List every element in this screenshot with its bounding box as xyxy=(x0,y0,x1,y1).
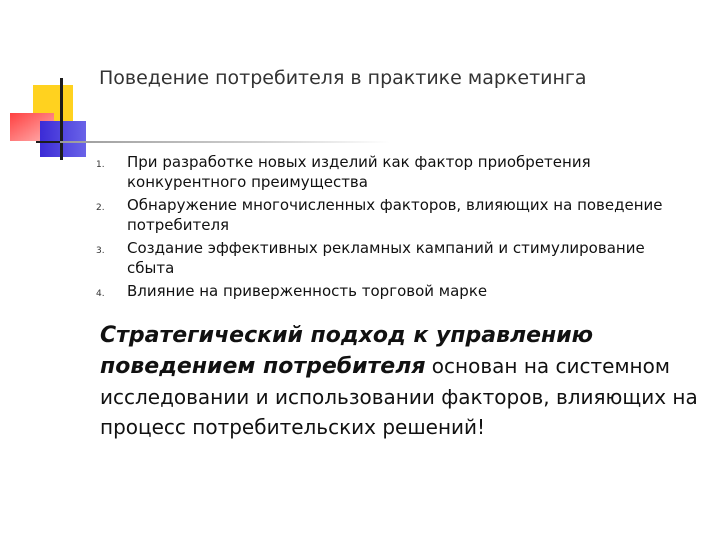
list-item-text: Влияние на приверженность торговой марке xyxy=(127,282,488,300)
list-item-text: При разработке новых изделий как фактор приобретения конкурентного преимущества xyxy=(127,153,591,191)
slide-title: Поведение потребителя в практике маркетинга xyxy=(99,67,587,89)
decorative-vertical-line xyxy=(60,78,63,160)
list-item xyxy=(96,195,696,235)
numbered-list xyxy=(96,152,696,304)
title-underline-rule xyxy=(60,141,390,143)
list-item-number: 1. xyxy=(96,160,105,170)
decorative-blue-square xyxy=(40,121,86,157)
list-item xyxy=(96,152,696,192)
list-item-text: Обнаружение многочисленных факторов, влияющих на поведение потребителя xyxy=(127,196,663,234)
list-item-number: 3. xyxy=(96,246,105,256)
list-item xyxy=(96,238,696,278)
list-item xyxy=(96,281,696,301)
summary-emphasis: Стратегический подход к управлению поведением потребителя xyxy=(100,323,594,379)
list-item-number: 2. xyxy=(96,203,105,213)
summary-rest: основан на системном исследовании и использовании факторов, влияющих на процесс потребительских решений! xyxy=(100,354,698,439)
list-item-text: Создание эффективных рекламных кампаний и стимулирование сбыта xyxy=(127,239,645,277)
list-item-number: 4. xyxy=(96,289,105,299)
summary-paragraph xyxy=(100,320,700,442)
